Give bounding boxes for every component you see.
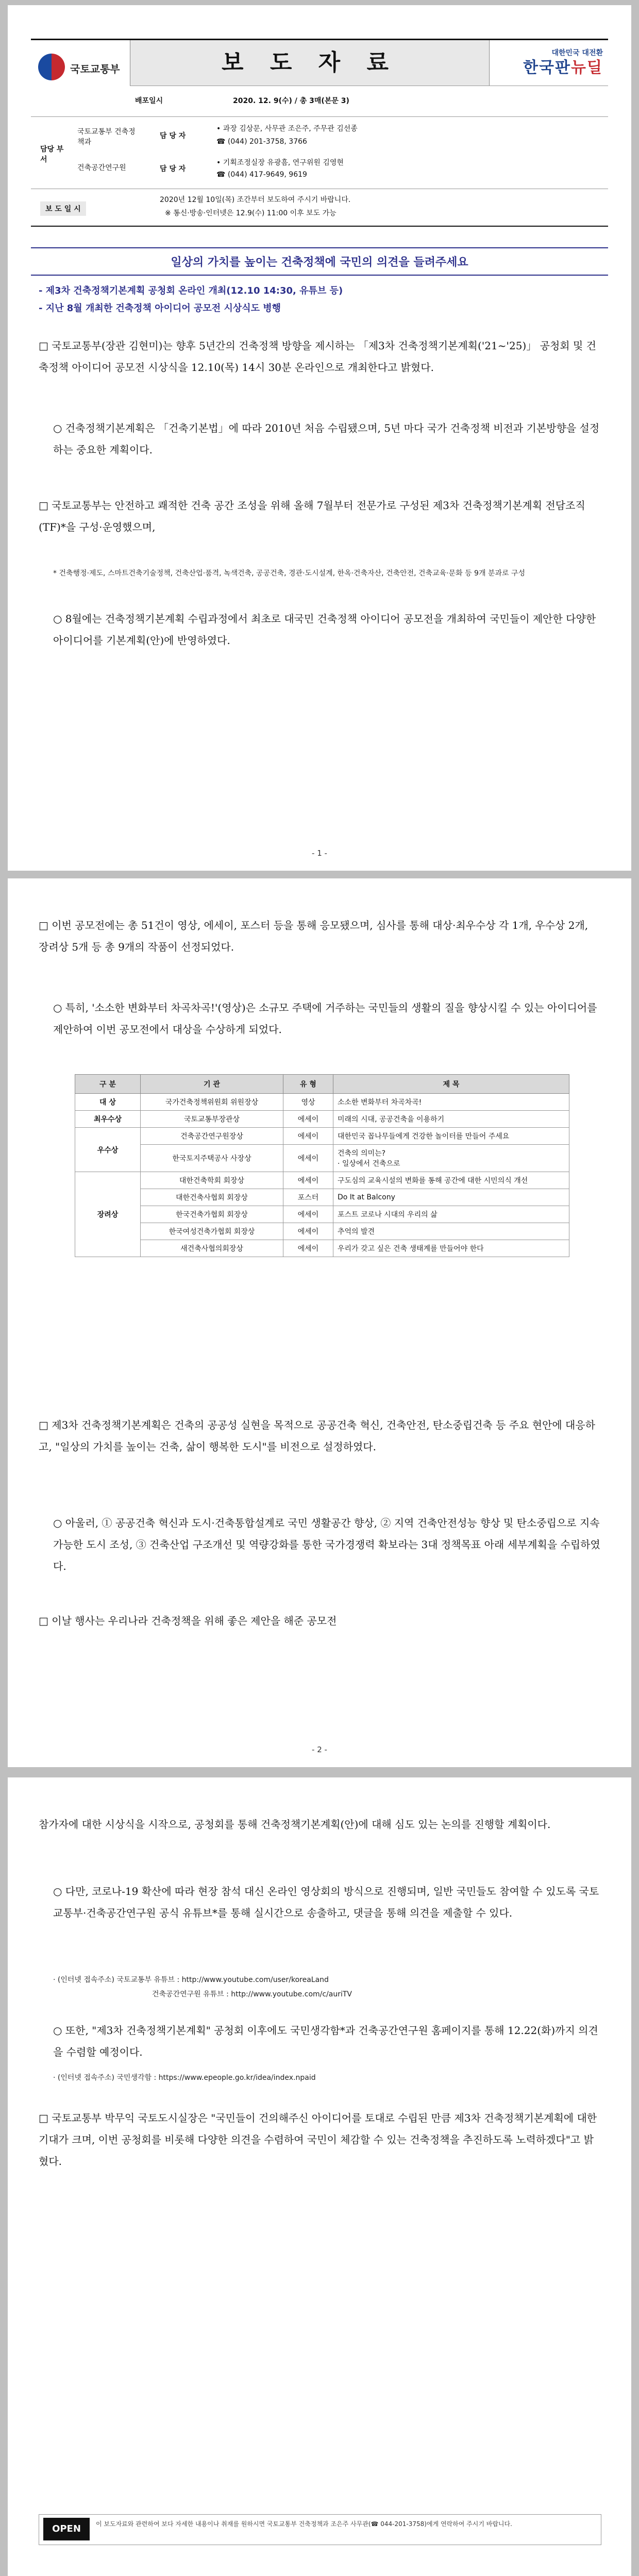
award-table xyxy=(75,1074,569,1257)
award-institution: 국토교통부장관상 xyxy=(141,1111,283,1128)
award-type: 영상 xyxy=(283,1094,333,1111)
paragraph-3: □ 국토교통부는 안전하고 쾌적한 건축 공간 조성을 위해 올해 7월부터 전문가로 구성된 제3차 건축정책기본계획 전담조직(TF)*을 구성·운영했으며, xyxy=(39,499,585,533)
distribution-label: 배포일시 xyxy=(135,97,163,105)
dept-label: 담당 부서 xyxy=(40,145,64,164)
award-title: 미래의 시대, 공공건축을 이용하기 xyxy=(333,1111,569,1128)
dept2-name: 건축공간연구원 xyxy=(77,164,126,172)
paragraph-5: □ 이번 공모전에는 총 51건이 영상, 에세이, 포스터 등을 통해 응모됐으며, 심사를 통해 대상·최우수상 각 1개, 우수상 2개, 장려상 5개 등 총 9개의 작품이 선정되었다. xyxy=(39,919,588,953)
col-header-institution: 기 관 xyxy=(141,1075,283,1094)
paragraph-8: ○ 아울러, ① 공공건축 혁신과 도시·건축통합설계로 국민 생활공간 향상, ② 지역 건축안전성능 향상 및 탄소중립으로 지속가능한 도시 조성, ③ 건축산업 구조개선 및 역량강화를 통한 국가경쟁력 확보라는 3대 정책목표 아래 세부계획을 수립하였다. xyxy=(53,1517,600,1572)
dept1-phone: ☎ (044) 201-3758, 3766 xyxy=(216,138,307,146)
distribution-value: 2020. 12. 9(수) / 총 3매(본문 3) xyxy=(233,97,349,105)
award-title: 건축의 의미는? · 일상에서 건축으로 xyxy=(333,1145,569,1172)
award-type: 포스터 xyxy=(283,1189,333,1206)
press-release-title: 보 도 자 료 xyxy=(130,40,490,86)
table-row xyxy=(75,1189,569,1206)
dept1-name: 국토교통부 건축정책과 xyxy=(77,128,136,146)
brand-small-text: 대한민국 대전환 xyxy=(551,49,603,57)
epeople-link[interactable]: · (인터넷 접속주소) 국민생각함 : https://www.epeople.go.kr/idea/index.npaid xyxy=(53,2074,316,2082)
page-2 xyxy=(8,878,631,1767)
paragraph-3-note: * 건축행정·제도, 스마트건축기술정책, 건축산업·품격, 녹색건축, 공공건축, 경관·도시설계, 한옥·건축자산, 건축안전, 건축교육·문화 등 9개 분과로 구성 xyxy=(53,569,526,578)
award-type: 에세이 xyxy=(283,1111,333,1128)
award-institution: 한국토지주택공사 사장상 xyxy=(141,1145,283,1172)
table-header-row xyxy=(75,1075,569,1094)
table-row xyxy=(75,1240,569,1257)
distribution-row xyxy=(130,86,608,116)
award-type: 에세이 xyxy=(283,1240,333,1257)
dept1-manager: • 과장 김상문, 사무관 조은주, 주무관 김선종 xyxy=(216,125,358,133)
award-institution: 건축공간연구원장상 xyxy=(141,1128,283,1145)
award-category: 최우수상 xyxy=(75,1111,141,1128)
youtube-link-1[interactable]: · (인터넷 접속주소) 국토교통부 유튜브 : http://www.youtube.com/user/koreaLand xyxy=(53,1976,329,1984)
award-title: 우리가 갖고 싶은 건축 생태계를 만들어야 한다 xyxy=(333,1240,569,1257)
paragraph-11: ○ 다만, 코로나-19 확산에 따라 현장 참석 대신 온라인 영상회의 방식으로 진행되며, 일반 국민들도 참여할 수 있도록 국토교통부·건축공간연구원 공식 유튜브*를 통해 실시간으로 송출하고, 댓글을 통해 의견을 제출할 수 있다. xyxy=(53,1885,599,1919)
award-type: 에세이 xyxy=(283,1128,333,1145)
report-time-note: ※ 통신·방송·인터넷은 12.9(수) 11:00 이후 보도 가능 xyxy=(165,209,337,217)
report-time-value: 2020년 12월 10일(목) 조간부터 보도하여 주시기 바랍니다. xyxy=(160,196,351,204)
paragraph-6: ○ 특히, '소소한 변화부터 차곡차곡!'(영상)은 소규모 주택에 거주하는 국민들의 생활의 질을 향상시킬 수 있는 아이디어를 제안하여 이번 공모전에서 대상을 수상하게 되었다. xyxy=(53,1002,597,1036)
award-institution: 한국여성건축가협회 회장상 xyxy=(141,1223,283,1240)
table-row xyxy=(75,1094,569,1111)
award-category: 대 상 xyxy=(75,1094,141,1111)
notice-text: 이 보도자료와 관련하여 보다 자세한 내용이나 취재를 원하시면 국토교통부 건축정책과 조은주 사무관(☎ 044-201-3758)에게 연락하여 주시기 바랍니다. xyxy=(96,2520,512,2528)
paragraph-9: □ 이날 행사는 우리나라 건축정책을 위해 좋은 제안을 해준 공모전 xyxy=(39,1615,337,1627)
page-number: - 2 - xyxy=(312,1745,327,1754)
dept2-manager-label: 담 당 자 xyxy=(160,165,186,173)
dept2-manager: • 기획조정실장 유광흠, 연구위원 김영현 xyxy=(216,159,344,167)
paragraph-1: □ 국토교통부(장관 김현미)는 향후 5년간의 건축정책 방향을 제시하는 「제3차 건축정책기본계획('21~'25)」 공청회 및 건축정책 아이디어 공모전 시상식을 12.10(목) 14시 30분 온라인으로 개최한다고 밝혔다. xyxy=(39,340,596,374)
award-type: 에세이 xyxy=(283,1206,333,1223)
award-type: 에세이 xyxy=(283,1145,333,1172)
table-row xyxy=(75,1206,569,1223)
headline: 일상의 가치를 높이는 건축정책에 국민의 의견을 들려주세요 xyxy=(31,247,608,276)
subheadline-1: - 제3차 건축정책기본계획 공청회 온라인 개최(12.10 14:30, 유튜브 등) xyxy=(39,285,343,296)
award-institution: 국가건축정책위원회 위원장상 xyxy=(141,1094,283,1111)
report-time-row xyxy=(31,189,608,225)
ministry-logo xyxy=(38,49,121,93)
table-row xyxy=(75,1223,569,1240)
subheadline-2: - 지난 8월 개최한 건축정책 아이디어 공모전 시상식도 병행 xyxy=(39,303,281,314)
award-type: 에세이 xyxy=(283,1223,333,1240)
col-header-type: 유 형 xyxy=(283,1075,333,1094)
award-institution: 대한건축학회 회장상 xyxy=(141,1172,283,1189)
page-1 xyxy=(8,5,631,871)
department-row xyxy=(31,116,608,189)
col-header-title: 제 목 xyxy=(333,1075,569,1094)
report-time-label: 보 도 일 시 xyxy=(40,201,86,216)
ministry-name: 국토교통부 xyxy=(70,63,120,75)
open-notice-box xyxy=(39,2514,601,2545)
paragraph-12: ○ 또한, "제3차 건축정책기본계획" 공청회 이후에도 국민생각함*과 건축공간연구원 홈페이지를 통해 12.22(화)까지 의견을 수렴할 예정이다. xyxy=(53,2024,598,2058)
paragraph-13: □ 국토교통부 박무익 국토도시실장은 "국민들이 건의해주신 아이디어를 토대로 수립된 만큼 제3차 건축정책기본계획에 대한 기대가 크며, 이번 공청회를 비롯해 다양한 의견을 수렴하여 국민이 체감할 수 있는 건축정책을 추진하도록 노력하겠다"고 밝혔다. xyxy=(39,2112,597,2167)
award-category: 장려상 xyxy=(75,1172,141,1257)
dept2-phone: ☎ (044) 417-9649, 9619 xyxy=(216,171,307,179)
page-number: - 1 - xyxy=(312,849,327,858)
col-header-category: 구 분 xyxy=(75,1075,141,1094)
open-license-icon: OPEN xyxy=(43,2518,90,2540)
table-row xyxy=(75,1172,569,1189)
award-institution: 새건축사협의회장상 xyxy=(141,1240,283,1257)
brand-text-2: 뉴딜 xyxy=(571,59,603,77)
award-title: 소소한 변화부터 차곡차곡! xyxy=(333,1094,569,1111)
award-title: 대한민국 꼽나무들에게 건강한 놀이터를 만들어 주세요 xyxy=(333,1128,569,1145)
award-title: 포스트 코로나 시대의 우리의 삶 xyxy=(333,1206,569,1223)
page-3 xyxy=(8,1777,631,2576)
paragraph-4: ○ 8월에는 건축정책기본계획 수립과정에서 최초로 대국민 건축정책 아이디어 공모전을 개최하여 국민들이 제안한 다양한 아이디어를 기본계획(안)에 반영하였다. xyxy=(53,613,596,647)
award-title: 구도심의 교육시설의 변화를 통해 공간에 대한 시민의식 개선 xyxy=(333,1172,569,1189)
award-title: 추억의 발견 xyxy=(333,1223,569,1240)
press-release-header xyxy=(31,39,608,227)
table-row xyxy=(75,1128,569,1145)
award-type: 에세이 xyxy=(283,1172,333,1189)
paragraph-7: □ 제3차 건축정책기본계획은 건축의 공공성 실현을 목적으로 공공건축 혁신, 건축안전, 탄소중립건축 등 주요 현안에 대응하고, "일상의 가치를 높이는 건축, 삶이 행복한 도시"를 비전으로 설정하였다. xyxy=(39,1419,596,1453)
table-row xyxy=(75,1111,569,1128)
paragraph-10: 참가자에 대한 시상식을 시작으로, 공청회를 통해 건축정책기본계획(안)에 대해 심도 있는 논의를 진행할 계획이다. xyxy=(39,1818,551,1831)
government-emblem-icon xyxy=(38,54,65,80)
korean-new-deal-logo xyxy=(495,47,603,83)
dept1-manager-label: 담 당 자 xyxy=(160,132,186,140)
brand-big-text xyxy=(495,58,603,78)
award-category: 우수상 xyxy=(75,1128,141,1172)
award-institution: 한국건축가협회 회장상 xyxy=(141,1206,283,1223)
table-row xyxy=(75,1145,569,1172)
award-title: Do It at Balcony xyxy=(333,1189,569,1206)
youtube-link-2[interactable]: 건축공간연구원 유튜브 : http://www.youtube.com/c/auriTV xyxy=(152,1990,352,1998)
paragraph-2: ○ 건축정책기본계획은 「건축기본법」에 따라 2010년 처음 수립됐으며, 5년 마다 국가 건축정책 비전과 기본방향을 설정하는 중요한 계획이다. xyxy=(53,422,600,456)
brand-text-1: 한국판 xyxy=(523,59,571,77)
award-institution: 대한건축사협회 회장상 xyxy=(141,1189,283,1206)
